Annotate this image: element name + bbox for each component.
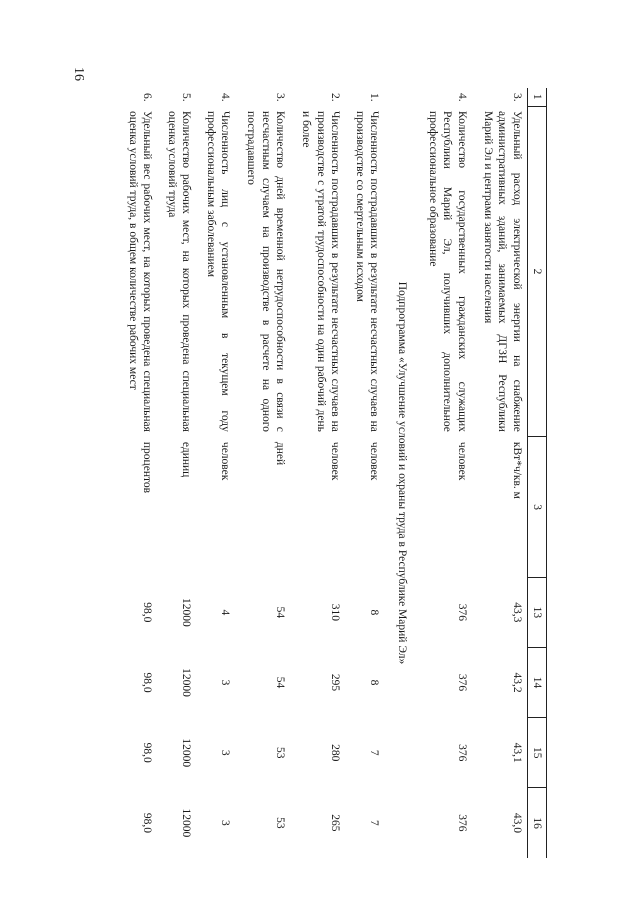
header-col-16: 16 [527, 788, 546, 858]
unit-of-measure: человек [219, 441, 232, 481]
header-col-2: 2 [527, 106, 546, 437]
indicator-name: Удельный вес рабочих мест, на которых проведена специальная оценка условий труда, в общем количестве рабочих мест [126, 111, 154, 432]
row-number: 6. [141, 93, 154, 102]
value-15: 53 [274, 746, 287, 759]
value-16: 7 [368, 820, 381, 826]
value-13: 98,0 [141, 602, 154, 623]
table-row [235, 88, 290, 858]
unit-of-measure: кВт*ч/кв. м [510, 441, 523, 499]
unit-of-measure: человек [368, 441, 381, 481]
value-15: 3 [219, 749, 232, 756]
table-row [196, 88, 235, 858]
value-14: 376 [455, 673, 468, 692]
indicator-name: Количество дней временной нетрудоспособности в связи с несчастным случаем на производстве в расчете на одного пострадавшего [245, 111, 287, 432]
value-16: 376 [455, 814, 468, 832]
table-header [527, 88, 546, 858]
indicator-name: Удельный расход электрической энергии на снабжение административных зданий, занимаемых ДГЗН Республики Марий Эл и центрами занятости населения [481, 111, 523, 432]
table-container [117, 88, 547, 858]
header-col-13: 13 [527, 577, 546, 647]
subprogram-title: Подпрограмма «Улучшение условий и охраны труда в Республике Марий Эл» [395, 281, 408, 665]
table-row [472, 88, 528, 858]
header-col-15: 15 [527, 718, 546, 788]
value-15: 280 [329, 744, 342, 762]
value-14: 295 [329, 673, 342, 692]
value-13: 12000 [180, 597, 193, 627]
value-16: 53 [274, 817, 287, 829]
value-14: 12000 [180, 668, 193, 697]
value-13: 4 [219, 609, 232, 616]
value-16: 3 [219, 820, 232, 826]
table-row [345, 88, 384, 858]
row-number: 4. [219, 93, 232, 102]
row-number: 4. [455, 93, 468, 102]
unit-of-measure: дней [274, 441, 287, 466]
value-14: 8 [368, 679, 381, 686]
value-16: 43,0 [510, 812, 523, 833]
subprogram-heading-row [384, 88, 416, 858]
value-15: 12000 [180, 738, 193, 768]
value-14: 98,0 [141, 672, 154, 693]
header-col-1: 1 [527, 88, 546, 106]
value-13: 54 [274, 606, 287, 619]
value-16: 265 [329, 814, 342, 832]
table-row [102, 88, 157, 858]
value-16: 98,0 [141, 812, 154, 833]
unit-of-measure: единиц [180, 441, 193, 478]
row-number: 1. [368, 93, 381, 102]
indicators-table [102, 88, 547, 858]
indicator-name: Численность лиц с установленным в текущем году профессиональным заболеванием [204, 111, 232, 432]
value-16: 12000 [180, 808, 193, 838]
indicator-name: Численность пострадавших в результате несчастных случаев на производстве со смертельным исходом [353, 111, 381, 432]
value-13: 310 [329, 603, 342, 621]
value-14: 43,2 [510, 672, 523, 693]
table-row [157, 88, 196, 858]
value-14: 54 [274, 676, 287, 689]
header-col-14: 14 [527, 647, 546, 717]
row-number: 3. [274, 93, 287, 102]
value-13: 8 [368, 609, 381, 616]
value-15: 43,1 [510, 742, 523, 763]
value-13: 43,3 [510, 602, 523, 623]
table-row [290, 88, 345, 858]
indicator-name: Количество рабочих мест, на которых проведена специальная оценка условий труда [165, 111, 193, 432]
row-number: 5. [180, 93, 193, 102]
row-number: 3. [510, 93, 523, 102]
unit-of-measure: человек [329, 441, 342, 481]
value-14: 3 [219, 679, 232, 686]
page-number: 16 [71, 67, 86, 81]
unit-of-measure: процентов [141, 441, 154, 494]
value-13: 376 [455, 603, 468, 621]
row-number: 2. [329, 93, 342, 102]
header-col-3: 3 [527, 437, 546, 577]
value-15: 98,0 [141, 742, 154, 763]
value-15: 7 [368, 749, 381, 756]
unit-of-measure: человек [455, 441, 468, 481]
indicator-name: Количество государственных гражданских служащих Республики Марий Эл, получивших дополнительное профессиональное образование [426, 111, 468, 432]
table-row [417, 88, 472, 858]
value-15: 376 [455, 744, 468, 762]
indicator-name: Численность пострадавших в результате несчастных случаев на производстве с утратой трудоспособности на один рабочий день и более [300, 111, 342, 432]
